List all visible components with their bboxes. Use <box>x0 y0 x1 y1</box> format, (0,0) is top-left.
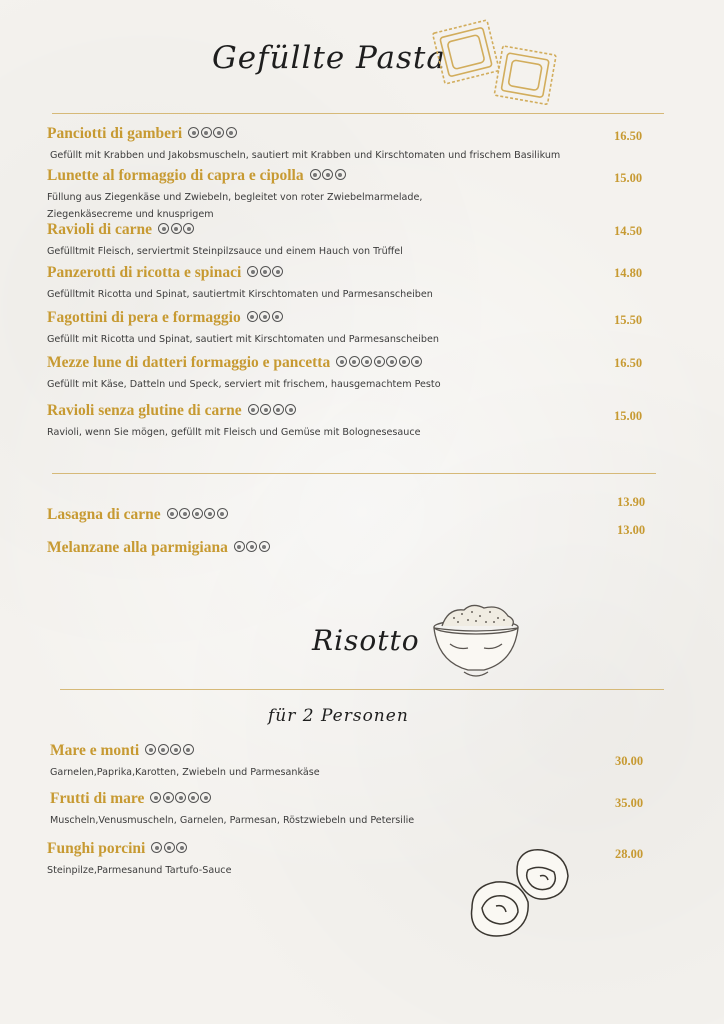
allergen-icon <box>260 404 271 415</box>
dish-name <box>47 221 196 239</box>
allergen-icons <box>167 506 230 524</box>
dish-description: Gefüllt mit Ricotta und Spinat, sautiert mit Kirschtomaten und Parmesanscheiben <box>47 334 439 345</box>
risotto-section-title: Risotto <box>312 624 420 657</box>
allergen-icon <box>259 311 270 322</box>
allergen-icon <box>246 541 257 552</box>
allergen-icon <box>192 508 203 519</box>
dish-name-text: Frutti di mare <box>50 790 145 807</box>
dish-name-text: Panzerotti di ricotta e spinaci <box>47 264 242 281</box>
dish-name <box>47 840 189 858</box>
dish-description: Füllung aus Ziegenkäse und Zwiebeln, begleitet von roter Zwiebelmarmelade, <box>47 192 423 203</box>
dish-price: 30.00 <box>615 754 644 768</box>
dish-name-text: Mezze lune di datteri formaggio e pancetta <box>47 354 331 371</box>
dish-price: 16.50 <box>614 129 643 143</box>
allergen-icons <box>248 402 298 420</box>
baked-divider <box>52 473 656 474</box>
allergen-icon <box>322 169 333 180</box>
allergen-icon <box>248 404 259 415</box>
allergen-icons <box>151 840 189 858</box>
allergen-icon <box>167 508 178 519</box>
allergen-icon <box>170 744 181 755</box>
dish-name-text: Funghi porcini <box>47 840 146 857</box>
dish-name-text: Fagottini di pera e formaggio <box>47 309 241 326</box>
allergen-icon <box>217 508 228 519</box>
allergen-icons <box>336 354 424 372</box>
dish-description: Steinpilze,Parmesanund Tartufo-Sauce <box>47 865 232 876</box>
allergen-icon <box>163 792 174 803</box>
dish-price: 15.00 <box>614 409 643 423</box>
dish-description: Ravioli, wenn Sie mögen, gefüllt mit Fleisch und Gemüse mit Bolognesesauce <box>47 427 421 438</box>
allergen-icon <box>247 311 258 322</box>
dish-description: Gefüllt mit Krabben und Jakobsmuscheln, sautiert mit Krabben und Kirschtomaten und frischem Basilikum <box>50 150 561 161</box>
dish-name-text: Ravioli senza glutine di carne <box>47 402 242 419</box>
allergen-icon <box>188 127 199 138</box>
allergen-icon <box>183 744 194 755</box>
allergen-icon <box>171 223 182 234</box>
allergen-icon <box>310 169 321 180</box>
dish-price: 35.00 <box>615 796 644 810</box>
allergen-icon <box>259 541 270 552</box>
risotto-divider <box>60 689 664 690</box>
allergen-icon <box>200 792 211 803</box>
allergen-icons <box>310 167 348 185</box>
dish-name <box>47 125 238 143</box>
allergen-icon <box>272 311 283 322</box>
allergen-icons <box>158 221 196 239</box>
allergen-icons <box>188 125 238 143</box>
allergen-icon <box>349 356 360 367</box>
dish-price: 13.00 <box>617 523 646 537</box>
allergen-icon <box>213 127 224 138</box>
dish-name <box>47 539 271 557</box>
allergen-icon <box>335 169 346 180</box>
allergen-icon <box>201 127 212 138</box>
allergen-icons <box>145 742 195 760</box>
mushroom-icon <box>466 842 578 942</box>
dish-name <box>50 742 195 760</box>
allergen-icon <box>399 356 410 367</box>
ravioli-icon <box>428 14 558 109</box>
dish-name <box>47 309 284 327</box>
dish-price: 14.80 <box>614 266 643 280</box>
dish-name <box>47 402 298 420</box>
dish-description: Ziegenkäsecreme und knusprigem <box>47 209 214 220</box>
dish-name-text: Lunette al formaggio di capra e cipolla <box>47 167 304 184</box>
rice-bowl-icon <box>428 600 524 682</box>
allergen-icon <box>175 792 186 803</box>
allergen-icon <box>285 404 296 415</box>
pasta-divider <box>52 113 664 114</box>
allergen-icon <box>272 266 283 277</box>
allergen-icons <box>234 539 272 557</box>
dish-name <box>47 354 424 372</box>
allergen-icon <box>336 356 347 367</box>
allergen-icons <box>247 264 285 282</box>
allergen-icon <box>386 356 397 367</box>
allergen-icon <box>361 356 372 367</box>
dish-price: 14.50 <box>614 224 643 238</box>
allergen-icon <box>183 223 194 234</box>
risotto-subtitle: für 2 Personen <box>268 706 409 726</box>
allergen-icon <box>234 541 245 552</box>
allergen-icons <box>247 309 285 327</box>
dish-name-text: Mare e monti <box>50 742 140 759</box>
allergen-icon <box>188 792 199 803</box>
dish-description: Gefülltmit Ricotta und Spinat, sautiertmit Kirschtomaten und Parmesanscheiben <box>47 289 433 300</box>
allergen-icon <box>273 404 284 415</box>
dish-name <box>50 790 213 808</box>
allergen-icon <box>411 356 422 367</box>
allergen-icon <box>226 127 237 138</box>
allergen-icon <box>151 842 162 853</box>
allergen-icon <box>176 842 187 853</box>
dish-description: Muscheln,Venusmuscheln, Garnelen, Parmesan, Röstzwiebeln und Petersilie <box>50 815 415 826</box>
allergen-icon <box>179 508 190 519</box>
dish-name-text: Melanzane alla parmigiana <box>47 539 228 556</box>
dish-name-text: Panciotti di gamberi <box>47 125 183 142</box>
dish-description: Gefüllt mit Käse, Datteln und Speck, serviert mit frischem, hausgemachtem Pesto <box>47 379 441 390</box>
allergen-icon <box>164 842 175 853</box>
dish-price: 16.50 <box>614 356 643 370</box>
allergen-icon <box>145 744 156 755</box>
dish-name <box>47 167 347 185</box>
dish-description: Gefülltmit Fleisch, serviertmit Steinpilzsauce und einem Hauch von Trüffel <box>47 246 403 257</box>
allergen-icons <box>150 790 213 808</box>
allergen-icon <box>158 223 169 234</box>
dish-name-text: Ravioli di carne <box>47 221 153 238</box>
allergen-icon <box>150 792 161 803</box>
dish-description: Garnelen,Paprika,Karotten, Zwiebeln und Parmesankäse <box>50 767 320 778</box>
allergen-icon <box>247 266 258 277</box>
dish-name <box>47 506 229 524</box>
allergen-icon <box>158 744 169 755</box>
dish-price: 15.00 <box>614 171 643 185</box>
dish-name-text: Lasagna di carne <box>47 506 161 523</box>
dish-price: 28.00 <box>615 847 644 861</box>
dish-name <box>47 264 285 282</box>
pasta-section-title: Gefüllte Pasta <box>212 40 446 76</box>
dish-price: 13.90 <box>617 495 646 509</box>
allergen-icon <box>260 266 271 277</box>
dish-price: 15.50 <box>614 313 643 327</box>
allergen-icon <box>204 508 215 519</box>
allergen-icon <box>374 356 385 367</box>
